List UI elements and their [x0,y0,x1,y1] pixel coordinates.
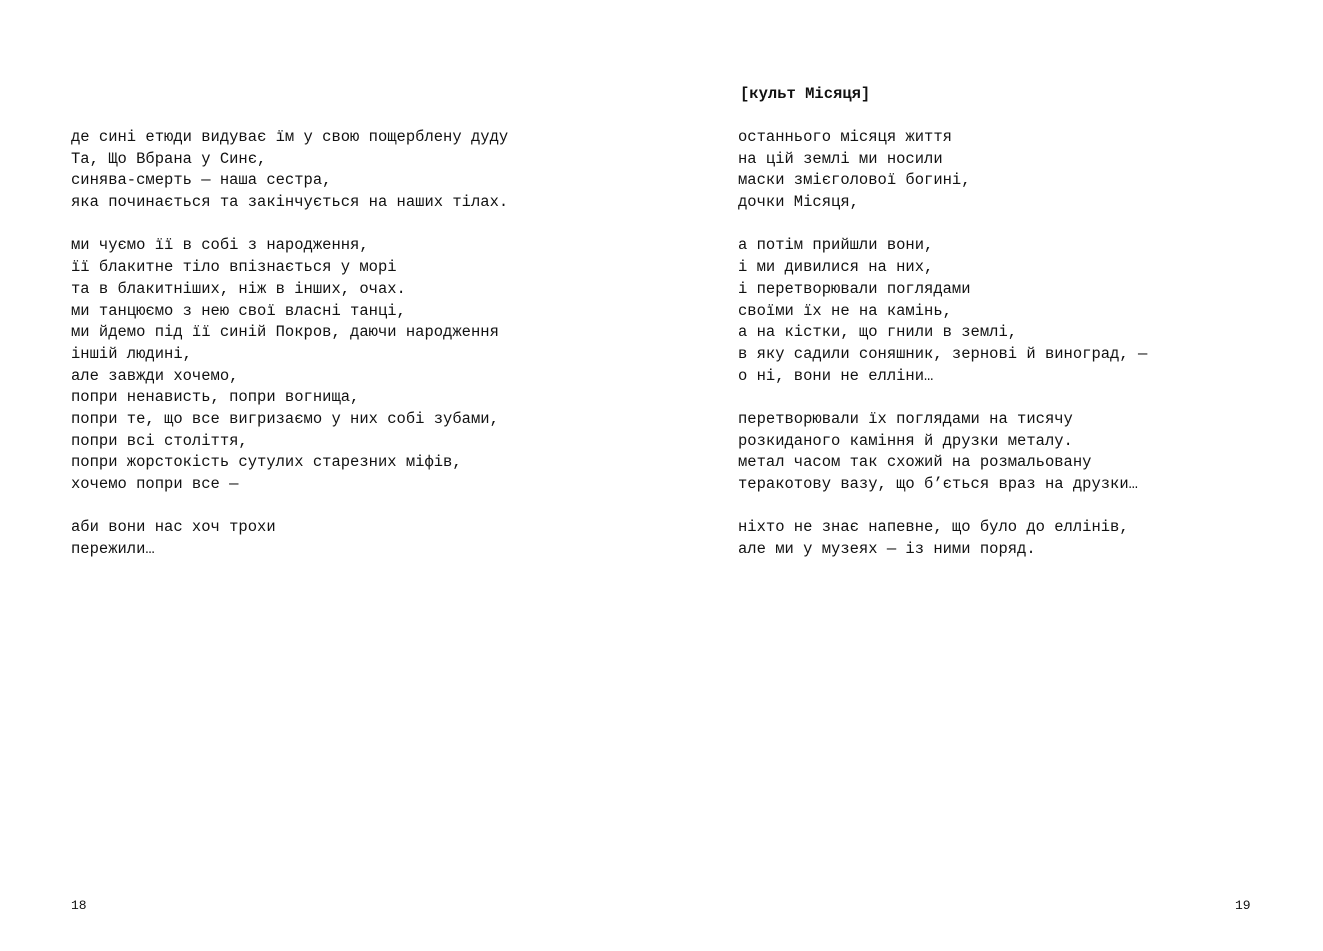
stanza [738,409,1323,496]
poem-line: але завжди хочемо, [71,366,239,385]
poem-line: попри всі століття, [71,431,248,450]
poem-line: метал часом так схожий на розмальовану [738,453,1092,472]
poem-line: хочемо попри все — [71,475,239,493]
left-page-number: 18 [71,898,87,913]
poem-line: і ми дивилися на них, [738,258,934,277]
poem-title: [культ Місяця] [740,85,871,103]
stanza [738,127,1323,214]
poem-line: а на кістки, що гнили в землі, [738,323,1018,342]
poem-line: останнього місяця життя [738,128,952,146]
poem-line: на цій землі ми носили [738,149,943,168]
poem-line: синява-смерть — наша сестра, [71,171,332,190]
right-page [662,0,1323,951]
poem-line: попри те, що все вигризаємо у них собі зубами, [71,409,499,428]
poem-line: попри ненависть, попри вогнища, [71,388,360,407]
poem-line: де сині етюди видуває їм у свою пощерблену дуду [71,128,509,146]
poem-line: дочки Місяця, [738,193,859,212]
poem-line: пережили… [71,540,155,559]
poem-line: в яку садили соняшник, зернові й виноград, — [738,344,1148,363]
stanza [738,235,1323,387]
poem-line: але ми у музеях — із ними поряд. [738,540,1036,559]
left-poem [71,127,661,561]
right-page-number: 19 [1235,898,1251,913]
stanza [738,517,1323,560]
poem-line: а потім прийшли вони, [738,236,934,255]
poem-line: теракотову вазу, що б’ється враз на друзки… [738,475,1138,493]
poem-line: розкиданого каміння й друзки металу. [738,431,1073,450]
poem-line: та в блакитніших, ніж в інших, очах. [71,279,406,298]
left-page [0,0,661,951]
poem-line: яка починається та закінчується на наших тілах. [71,193,509,212]
stanza [71,235,661,495]
poem-line: ніхто не знає напевне, що було до еллінів, [738,518,1129,537]
poem-line: маски змієголової богині, [738,171,971,190]
poem-line: ми чуємо її в собі з народження, [71,236,369,255]
poem-line: ми танцюємо з нею свої власні танці, [71,301,406,320]
poem-line: іншій людині, [71,344,192,363]
poem-line: її блакитне тіло впізнається у морі [71,258,397,277]
poem-line: аби вони нас хоч трохи [71,518,276,537]
right-poem [738,127,1323,561]
poem-line: о ні, вони не елліни… [738,366,934,385]
poem-line: ми йдемо під її синій Покров, даючи народження [71,323,499,342]
poem-line: Та, Що Вбрана у Синє, [71,149,267,168]
stanza [71,517,661,560]
poem-line: перетворювали їх поглядами на тисячу [738,409,1073,428]
poem-line: своїми їх не на камінь, [738,301,952,320]
poem-line: і перетворювали поглядами [738,279,971,298]
poem-line: попри жорстокість сутулих старезних міфів, [71,453,462,472]
stanza [71,127,661,214]
